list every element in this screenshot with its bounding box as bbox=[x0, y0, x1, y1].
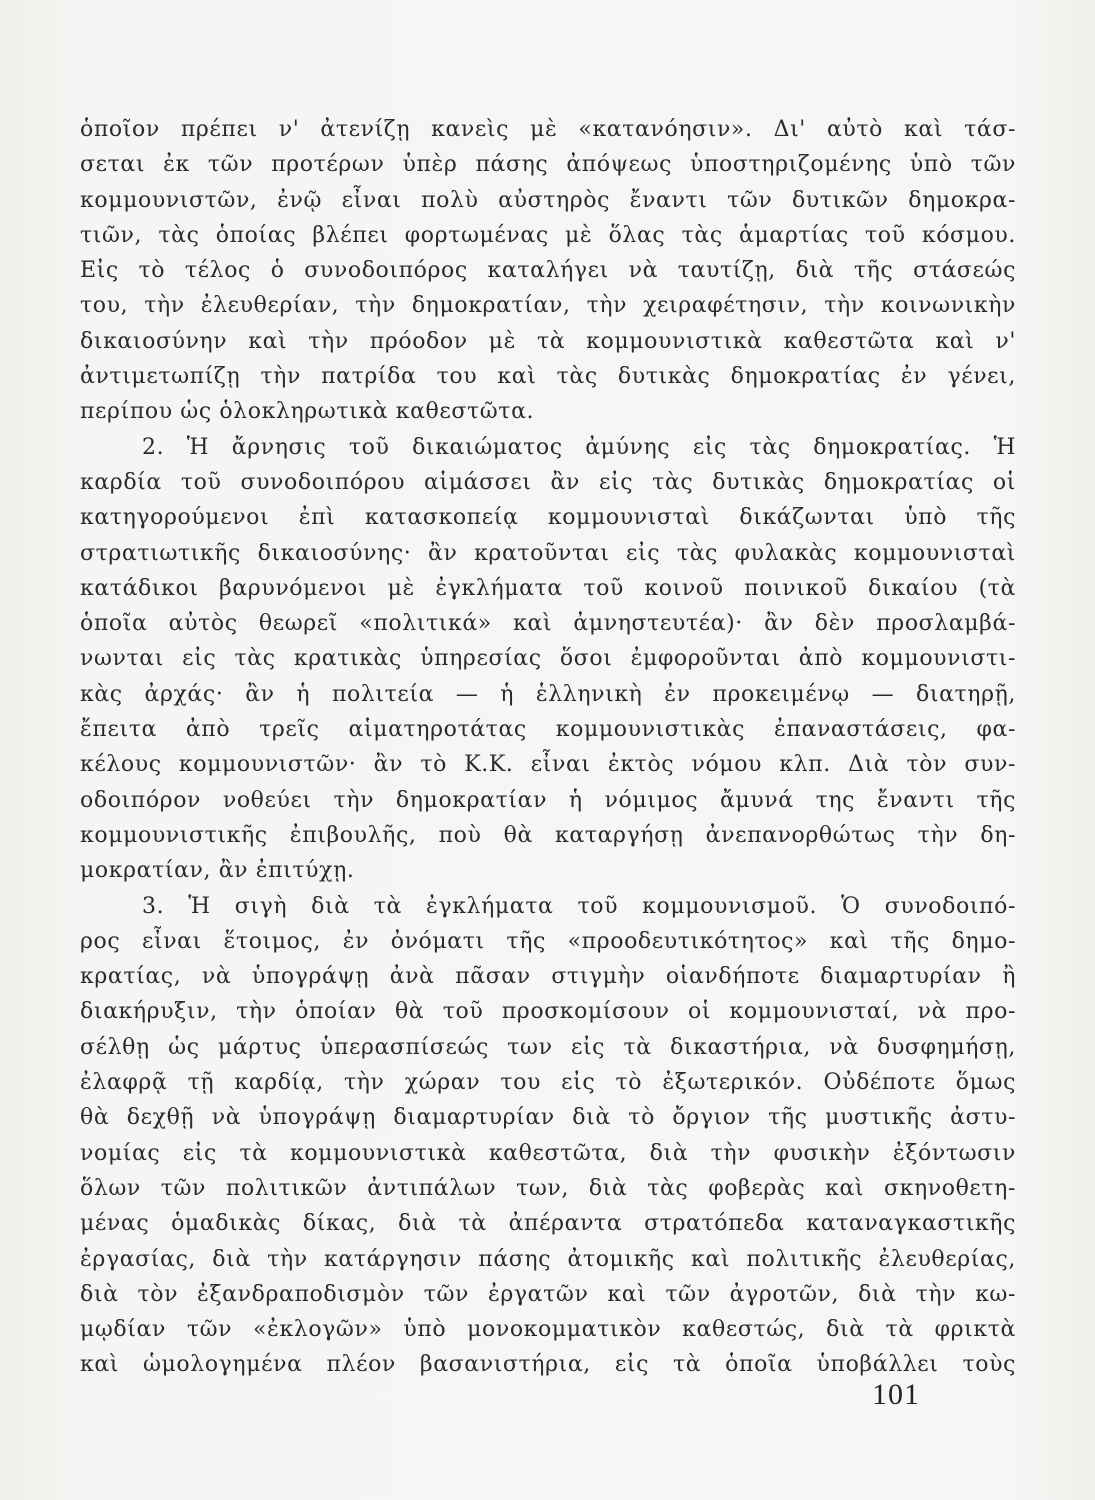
text-line: οδοιπόρον νοθεύει τὴν δημοκρατίαν ἡ νόμιμος ἄμυνά της ἔναντι τῆς bbox=[80, 787, 1016, 813]
text-line: μένας ὁμαδικὰς δίκας, διὰ τὰ ἀπέραντα στρατόπεδα καταναγκαστικῆς bbox=[80, 1211, 1016, 1237]
text-line: κρατίας, νὰ ὑπογράψῃ ἀνὰ πᾶσαν στιγμὴν οἱανδήποτε διαμαρτυρίαν ἢ bbox=[80, 964, 1016, 990]
text-line: κομμουνιστικῆς ἐπιβουλῆς, ποὺ θὰ καταργήσῃ ἀνεπανορθώτως τὴν δη- bbox=[80, 822, 1016, 848]
text-line: ὁποῖα αὐτὸς θεωρεῖ «πολιτικά» καὶ ἀμνηστευτέα)· ἂν δὲν προσλαμβά- bbox=[80, 611, 1016, 637]
text-line: διακήρυξιν, τὴν ὁποίαν θὰ τοῦ προσκομίσουν οἱ κομμουνισταί, νὰ προ- bbox=[80, 999, 1016, 1025]
text-line: μῳδίαν τῶν «ἐκλογῶν» ὑπὸ μονοκομματικὸν καθεστώς, διὰ τὰ φρικτὰ bbox=[80, 1317, 1016, 1343]
text-line: 2. Ἡ ἄρνησις τοῦ δικαιώματος ἀμύνης εἰς τὰς δημοκρατίας. Ἡ bbox=[142, 434, 1016, 460]
text-line: κέλους κομμουνιστῶν· ἂν τὸ Κ.Κ. εἶναι ἐκτὸς νόμου κλπ. Διὰ τὸν συν- bbox=[80, 752, 1016, 778]
text-line: διὰ τὸν ἐξανδραποδισμὸν τῶν ἐργατῶν καὶ τῶν ἀγροτῶν, διὰ τὴν κω- bbox=[80, 1281, 1016, 1307]
text-line: νωνται εἰς τὰς κρατικὰς ὑπηρεσίας ὅσοι ἐμφοροῦνται ἀπὸ κομμουνιστι- bbox=[80, 646, 1016, 672]
text-line: κατηγορούμενοι ἐπὶ κατασκοπείᾳ κομμουνισταὶ δικάζωνται ὑπὸ τῆς bbox=[80, 505, 1016, 531]
text-line: ὁποῖον πρέπει ν' ἀτενίζῃ κανεὶς μὲ «κατανόησιν». Δι' αὐτὸ καὶ τάσ- bbox=[80, 117, 1016, 142]
text-line: τιῶν, τὰς ὁποίας βλέπει φορτωμένας μὲ ὅλας τὰς ἁμαρτίας τοῦ κόσμου. bbox=[80, 222, 1016, 248]
text-line: στρατιωτικῆς δικαιοσύνης· ἂν κρατοῦνται εἰς τὰς φυλακὰς κομμουνισταὶ bbox=[80, 540, 1016, 566]
text-line: ὅλων τῶν πολιτικῶν ἀντιπάλων των, διὰ τὰς φοβερὰς καὶ σκηνοθετη- bbox=[80, 1175, 1016, 1201]
text-line: μοκρατίαν, ἂν ἐπιτύχῃ. bbox=[80, 858, 355, 884]
text-line: περίπου ὡς ὁλοκληρωτικὰ καθεστῶτα. bbox=[80, 399, 535, 425]
text-line: ἐργασίας, διὰ τὴν κατάργησιν πάσης ἀτομικῆς καὶ πολιτικῆς ἐλευθερίας, bbox=[80, 1246, 1016, 1272]
text-line: ἔπειτα ἀπὸ τρεῖς αἱματηροτάτας κομμουνιστικὰς ἐπαναστάσεις, φα- bbox=[80, 717, 1016, 743]
text-line: σεται ἐκ τῶν προτέρων ὑπὲρ πάσης ἀπόψεως ὑποστηριζομένης ὑπὸ τῶν bbox=[80, 152, 1016, 178]
text-line: ἐλαφρᾷ τῇ καρδίᾳ, τὴν χώραν του εἰς τὸ ἐξωτερικόν. Οὐδέποτε ὅμως bbox=[80, 1070, 1016, 1096]
text-line: Εἰς τὸ τέλος ὁ συνοδοιπόρος καταλήγει νὰ ταυτίζῃ, διὰ τῆς στάσεώς bbox=[80, 258, 1016, 284]
text-line: καὶ ὡμολογημένα πλέον βασανιστήρια, εἰς τὰ ὁποῖα ὑποβάλλει τοὺς bbox=[80, 1352, 1016, 1378]
text-line: δικαιοσύνην καὶ τὴν πρόοδον μὲ τὰ κομμουνιστικὰ καθεστῶτα καὶ ν' bbox=[80, 328, 1016, 354]
text-line: κομμουνιστῶν, ἐνῷ εἶναι πολὺ αὐστηρὸς ἔναντι τῶν δυτικῶν δημοκρα- bbox=[80, 187, 1016, 213]
text-line: καρδία τοῦ συνοδοιπόρου αἱμάσσει ἂν εἰς τὰς δυτικὰς δημοκρατίας οἱ bbox=[80, 469, 1016, 495]
body-text bbox=[80, 112, 1016, 1383]
text-line: θὰ δεχθῇ νὰ ὑπογράψῃ διαμαρτυρίαν διὰ τὸ ὄργιον τῆς μυστικῆς ἀστυ- bbox=[80, 1105, 1016, 1131]
text-line: σέλθῃ ὡς μάρτυς ὑπερασπίσεώς των εἰς τὰ δικαστήρια, νὰ δυσφημήσῃ, bbox=[80, 1034, 1016, 1060]
page-number: 101 bbox=[872, 1378, 920, 1411]
text-line: 3. Ἡ σιγὴ διὰ τὰ ἐγκλήματα τοῦ κομμουνισμοῦ. Ὁ συνοδοιπό- bbox=[142, 893, 1016, 919]
text-line: κατάδικοι βαρυνόμενοι μὲ ἐγκλήματα τοῦ κοινοῦ ποινικοῦ δικαίου (τὰ bbox=[80, 575, 1016, 601]
text-line: νομίας εἰς τὰ κομμουνιστικὰ καθεστῶτα, διὰ τὴν φυσικὴν ἐξόντωσιν bbox=[80, 1140, 1016, 1166]
text-line: ρος εἶναι ἕτοιμος, ἐν ὀνόματι τῆς «προοδευτικότητος» καὶ τῆς δημο- bbox=[80, 928, 1016, 954]
text-line: του, τὴν ἐλευθερίαν, τὴν δημοκρατίαν, τὴν χειραφέτησιν, τὴν κοινωνικὴν bbox=[80, 293, 1016, 319]
text-line: κὰς ἀρχάς· ἂν ἡ πολιτεία — ἡ ἑλληνικὴ ἐν προκειμένῳ — διατηρῇ, bbox=[80, 681, 1016, 707]
text-line: ἀντιμετωπίζῃ τὴν πατρίδα του καὶ τὰς δυτικὰς δημοκρατίας ἐν γένει, bbox=[80, 364, 1016, 390]
